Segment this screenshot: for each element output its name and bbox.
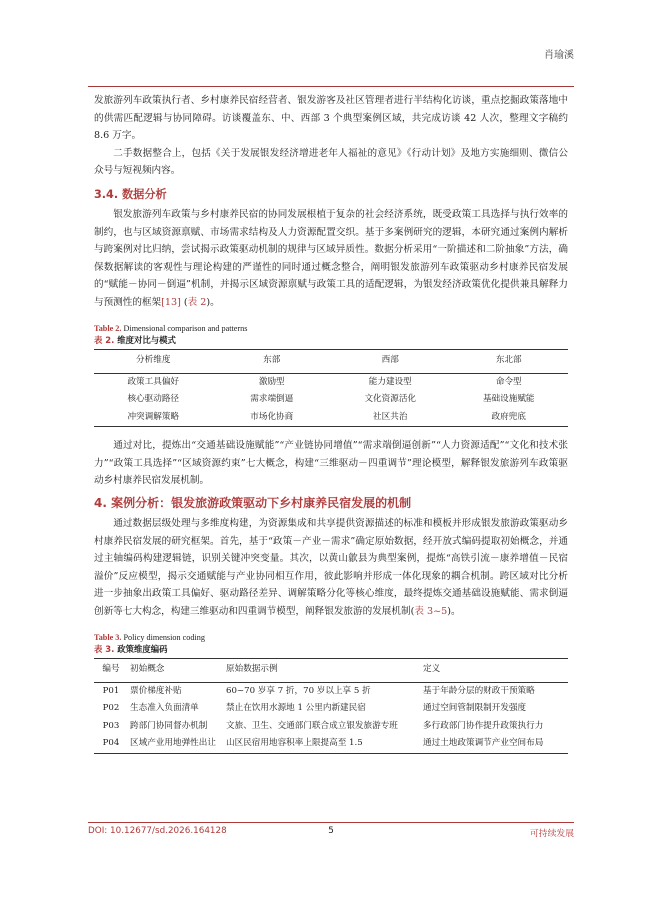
table-3 [94,658,568,754]
table-header-cell: 东部 [213,350,332,374]
section-4-title: 4. 案例分析：银发旅游政策驱动下乡村康养民宿发展的机制 [94,495,412,510]
table-3-5-link[interactable]: 表 3~5 [414,605,448,617]
table-2-title-zh: 维度对比与模式 [114,335,176,345]
table-header-cell: 编号 [94,659,128,683]
main-content [94,92,568,754]
cite-open: ( [180,296,188,308]
table-cell: 生态准入负面清单 [130,703,199,713]
header-author: 肖瑜溪 [544,50,574,61]
table-row [94,718,568,736]
table-cell: P01 [102,685,120,696]
table-header-cell: 西部 [331,350,450,374]
cite-close: )。 [447,605,461,617]
table-cell: P03 [102,720,120,731]
table-row [94,391,568,409]
table-cell: 禁止在饮用水源地 1 公里内新建民宿 [226,703,366,713]
table-header-row [94,659,568,683]
table-2-caption-zh [94,334,568,346]
table-3-caption-zh [94,643,568,655]
table-row [94,735,568,753]
table-2-title-en: Dimensional comparison and patterns [121,324,248,333]
comparison-paragraph: 通过对比，提炼出“交通基础设施赋能”“产业链协同增值”“需求端倒逼创新”“人力资源适配”“文化和技术张力”“政策工具选择”“区域资源约束”七大概念，构建“三维驱动－四重调节”理论模型，解释银发旅游列车政策驱动乡村康养民宿发展机制。 [94,440,568,486]
table-cell: 票价梯度补贴 [130,685,182,696]
table-3-label-en: Table 3. [94,633,122,642]
table-cell: 通过空间管制限制开发强度 [423,703,527,713]
table-row [94,409,568,427]
table-header-cell: 原始数据示例 [224,659,421,683]
section-3-4-title: 3.4. 数据分析 [94,187,167,201]
footer-rule [88,822,574,823]
table-2-label-zh: 表 2. [94,335,115,345]
table-row [94,373,568,391]
table-cell: 命令型 [495,376,522,387]
table-3-title-en: Policy dimension coding [121,633,205,642]
table-2-link[interactable]: 表 2 [187,296,207,308]
table-cell: P02 [102,703,120,713]
table-cell: 冲突调解策略 [94,409,213,427]
table-cell: 跨部门协同督办机制 [130,720,208,731]
cite-close: )。 [206,296,220,308]
table-3-title-zh: 政策维度编码 [114,644,168,654]
table-cell: 基于年龄分层的财政干预策略 [423,685,535,696]
doi-link[interactable]: DOI: 10.12677/sd.2026.164128 [88,826,227,836]
table-2 [94,349,568,427]
table-header-cell: 东北部 [450,350,569,374]
intro-paragraph: 发旅游列车政策执行者、乡村康养民宿经营者、银发游客及社区管理者进行半结构化访谈，重点挖掘政策落地中的供需匹配逻辑与协同障碍。访谈覆盖东、中、西部 3 个典型案例区域，共完成访谈 42 人次，整理文字稿约 8.6 万字。 [94,95,568,141]
table-cell: 基础设施赋能 [482,394,535,404]
table-cell: 60~70 岁享 7 折，70 岁以上享 5 折 [226,685,371,696]
cite-open: ( [410,605,415,617]
table-header-cell: 分析维度 [94,350,213,374]
table-cell: 通过土地政策调节产业空间布局 [421,735,568,753]
table-cell: 能力建设型 [368,376,412,387]
case-analysis-paragraph [94,515,568,620]
table-2-label-en: Table 2. [94,324,122,333]
table-3-label-zh: 表 3. [94,644,115,654]
table-cell: 社区共治 [331,409,450,427]
data-analysis-text: 银发旅游列车政策与乡村康养民宿的协同发展根植于复杂的社会经济系统，既受政策工具选择与执行效率的制约，也与区域资源禀赋、市场需求结构及人力资源配置交织。基于多案例研究的逻辑，本研究通过案例内解析与跨案例对比归纳，尝试揭示政策驱动机制的规律与区域异质性。数据分析采用“一阶描述和二阶抽象”方法，确保数据解读的客观性与理论构建的严谨性的同时通过概念整合，阐明银发旅游列车政策驱动乡村康养民宿发展的“赋能－协同－倒逼”机制，并揭示区域资源禀赋与政策工具的适配逻辑，为银发经济政策优化提供兼具解释力与预测性的框架 [94,209,568,308]
table-cell: 政策工具偏好 [127,376,180,387]
data-analysis-paragraph [94,206,568,311]
journal-name: 可持续发展 [530,829,574,839]
table-3-caption-en [94,632,568,643]
table-cell: P04 [94,735,128,753]
reference-13-link[interactable]: [13] [161,296,181,308]
table-cell: 文旅、卫生、交通部门联合成立银发旅游专班 [226,720,398,731]
table-cell: 多行政部门协作提升政策执行力 [423,720,544,731]
table-cell: 文化资源活化 [364,394,417,404]
case-analysis-text: 通过数据层级处理与多维度构建，为资源集成和共享提供资源描述的标准和模板并形成银发旅游政策驱动乡村康养民宿发展的研究框架。首先，基于“政策－产业－需求”确定原始数据，经开放式编码提取初始概念，并通过主轴编码构建逻辑链，识别关键冲突变量。其次，以黄山歙县为典型案例，提炼“高铁引流－康养增值－民宿溢价”反应模型，揭示交通赋能与产业协同相互作用，彼此影响并形成一体化现象的耦合机制。跨区域对比分析进一步抽象出政策工具偏好、驱动路径差异、调解策略分化等核心维度，最终提炼交通基础设施赋能、需求倒逼创新等七大构念，构建三维驱动和四重调节模型，阐释银发旅游的发展机制 [94,518,568,617]
table-cell: 政府兜底 [450,409,569,427]
table-cell: 山区民宿用地容积率上限提高至 1.5 [224,735,421,753]
table-header-cell: 定义 [421,659,568,683]
table-header-row [94,350,568,374]
table-header-cell: 初始概念 [128,659,224,683]
table-cell: 市场化协商 [213,409,332,427]
table-cell: 核心驱动路径 [127,394,180,404]
table-2-caption-en [94,323,568,334]
table-cell: 需求端倒逼 [250,394,294,404]
table-row [94,682,568,700]
table-cell: 区域产业用地弹性出让 [128,735,224,753]
secondary-data-paragraph: 二手数据整合上，包括《关于发展银发经济增进老年人福祉的意见》《行动计划》及地方实施细则、微信公众号与短视频内容。 [94,147,568,176]
page-number: 5 [328,826,334,836]
header-rule [88,86,574,87]
table-cell: 激励型 [258,376,285,387]
table-row [94,700,568,718]
